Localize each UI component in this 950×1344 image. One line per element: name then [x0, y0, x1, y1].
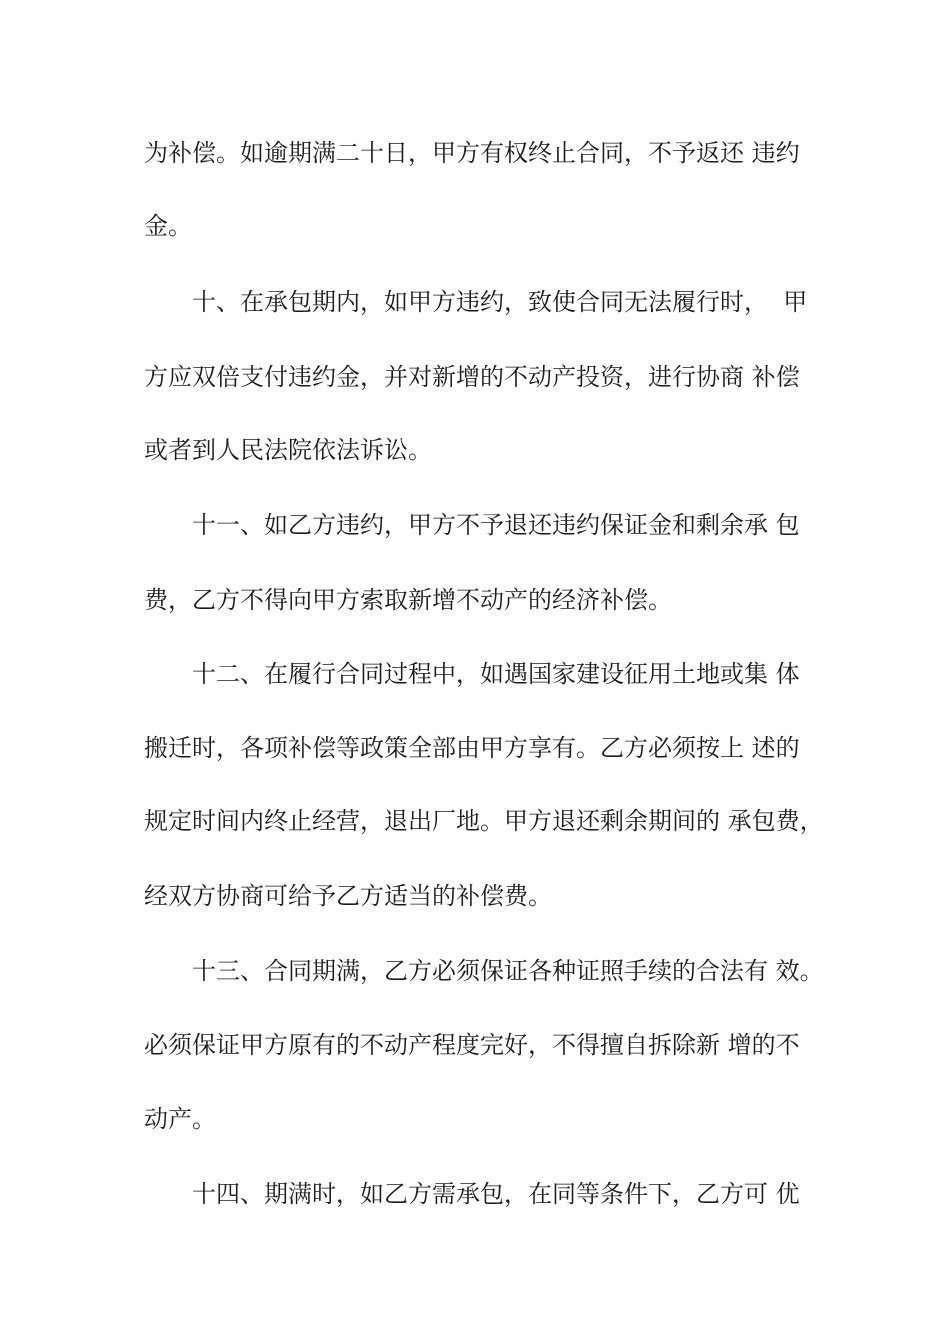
text-line: 或者到人民法院依法诉讼。 [144, 436, 432, 464]
paragraph-start-line: 十二、在履行合同过程中，如遇国家建设征用土地或集 体 [192, 660, 800, 688]
text-line: 动产。 [144, 1105, 216, 1133]
paragraph-start-line: 十、在承包期内，如甲方违约，致使合同无法履行时， 甲 [192, 288, 808, 316]
paragraph-start-line: 十一、如乙方违约，甲方不予退还违约保证金和剩余承 包 [192, 511, 800, 539]
paragraph-start-line: 十三、合同期满，乙方必须保证各种证照手续的合法有 效。 [192, 957, 824, 985]
text-line: 经双方协商可给予乙方适当的补偿费。 [144, 882, 552, 910]
text-line: 费，乙方不得向甲方索取新增不动产的经济补偿。 [144, 586, 672, 614]
text-line: 搬迁时，各项补偿等政策全部由甲方享有。乙方必须按上 述的 [144, 734, 800, 762]
text-line: 方应双倍支付违约金，并对新增的不动产投资，进行协商 补偿 [144, 363, 800, 391]
text-line: 规定时间内终止经营，退出厂地。甲方退还剩余期间的 承包费， [144, 807, 824, 835]
text-line: 为补偿。如逾期满二十日，甲方有权终止合同，不予返还 违约 [144, 139, 800, 167]
text-line: 必须保证甲方原有的不动产程度完好，不得擅自拆除新 增的不 [144, 1031, 800, 1059]
text-line: 金。 [144, 212, 192, 240]
paragraph-start-line: 十四、期满时，如乙方需承包，在同等条件下，乙方可 优 [192, 1180, 800, 1208]
